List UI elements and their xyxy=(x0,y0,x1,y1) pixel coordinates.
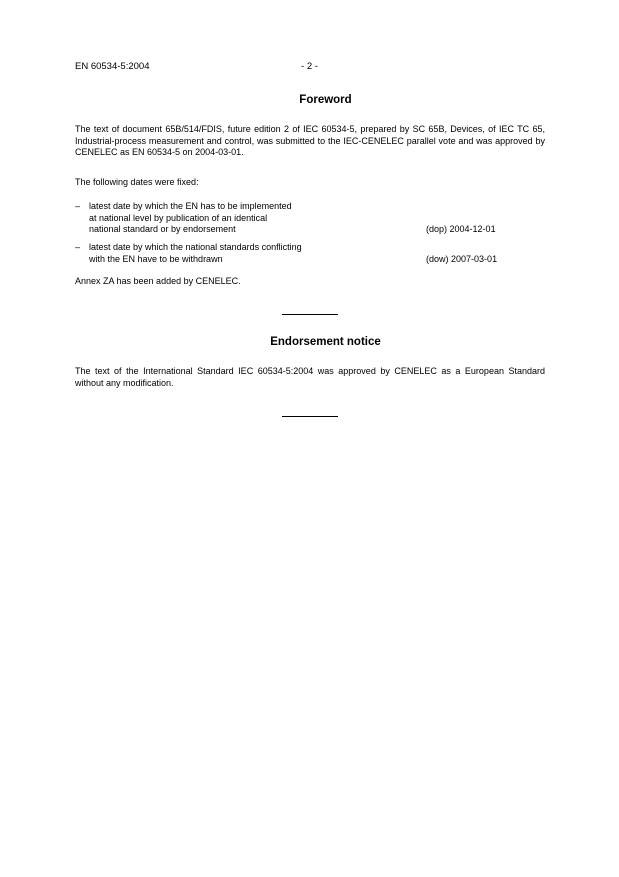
date-value: 2004-12-01 xyxy=(449,224,496,234)
dates-intro-paragraph: The following dates were fixed: xyxy=(75,177,199,187)
date-item-line: with the EN have to be withdrawn xyxy=(89,253,223,264)
section-divider xyxy=(282,416,338,417)
document-id: EN 60534-5:2004 xyxy=(75,61,150,72)
date-item-line: national standard or by endorsement xyxy=(89,224,236,234)
endorsement-heading: Endorsement notice xyxy=(270,336,381,348)
date-item-line: latest date by which the national standards conflicting xyxy=(89,242,302,252)
annex-note-paragraph: Annex ZA has been added by CENELEC. xyxy=(75,276,241,286)
date-item-value xyxy=(426,224,496,236)
date-item-dow xyxy=(75,242,545,266)
date-item-value xyxy=(426,254,497,266)
foreword-heading: Foreword xyxy=(299,94,352,106)
date-item-line: at national level by publication of an identical xyxy=(89,212,268,223)
date-code: (dop) xyxy=(426,224,448,234)
date-code: (dow) xyxy=(426,253,449,264)
endorsement-paragraph: The text of the International Standard IEC 60534-5:2004 was approved by CENELEC as a European Standard without any modification. xyxy=(75,366,545,388)
date-value: 2007-03-01 xyxy=(451,253,498,264)
foreword-intro-paragraph: The text of document 65B/514/FDIS, future edition 2 of IEC 60534-5, prepared by SC 65B, Devices, of IEC TC 65, Industrial-process measurement and control, was submitted to the IEC-CENELEC parallel vote and was approved by CENELEC as EN 60534-5 on 2004-03-01. xyxy=(75,124,545,157)
section-divider xyxy=(282,314,338,315)
list-dash: – xyxy=(75,242,81,252)
date-item-line: latest date by which the EN has to be implemented xyxy=(89,201,292,211)
list-dash: – xyxy=(75,201,81,211)
date-item-description xyxy=(89,201,419,236)
date-item-description xyxy=(89,242,419,265)
page-number: - 2 - xyxy=(301,61,318,72)
date-item-dop xyxy=(75,201,545,237)
